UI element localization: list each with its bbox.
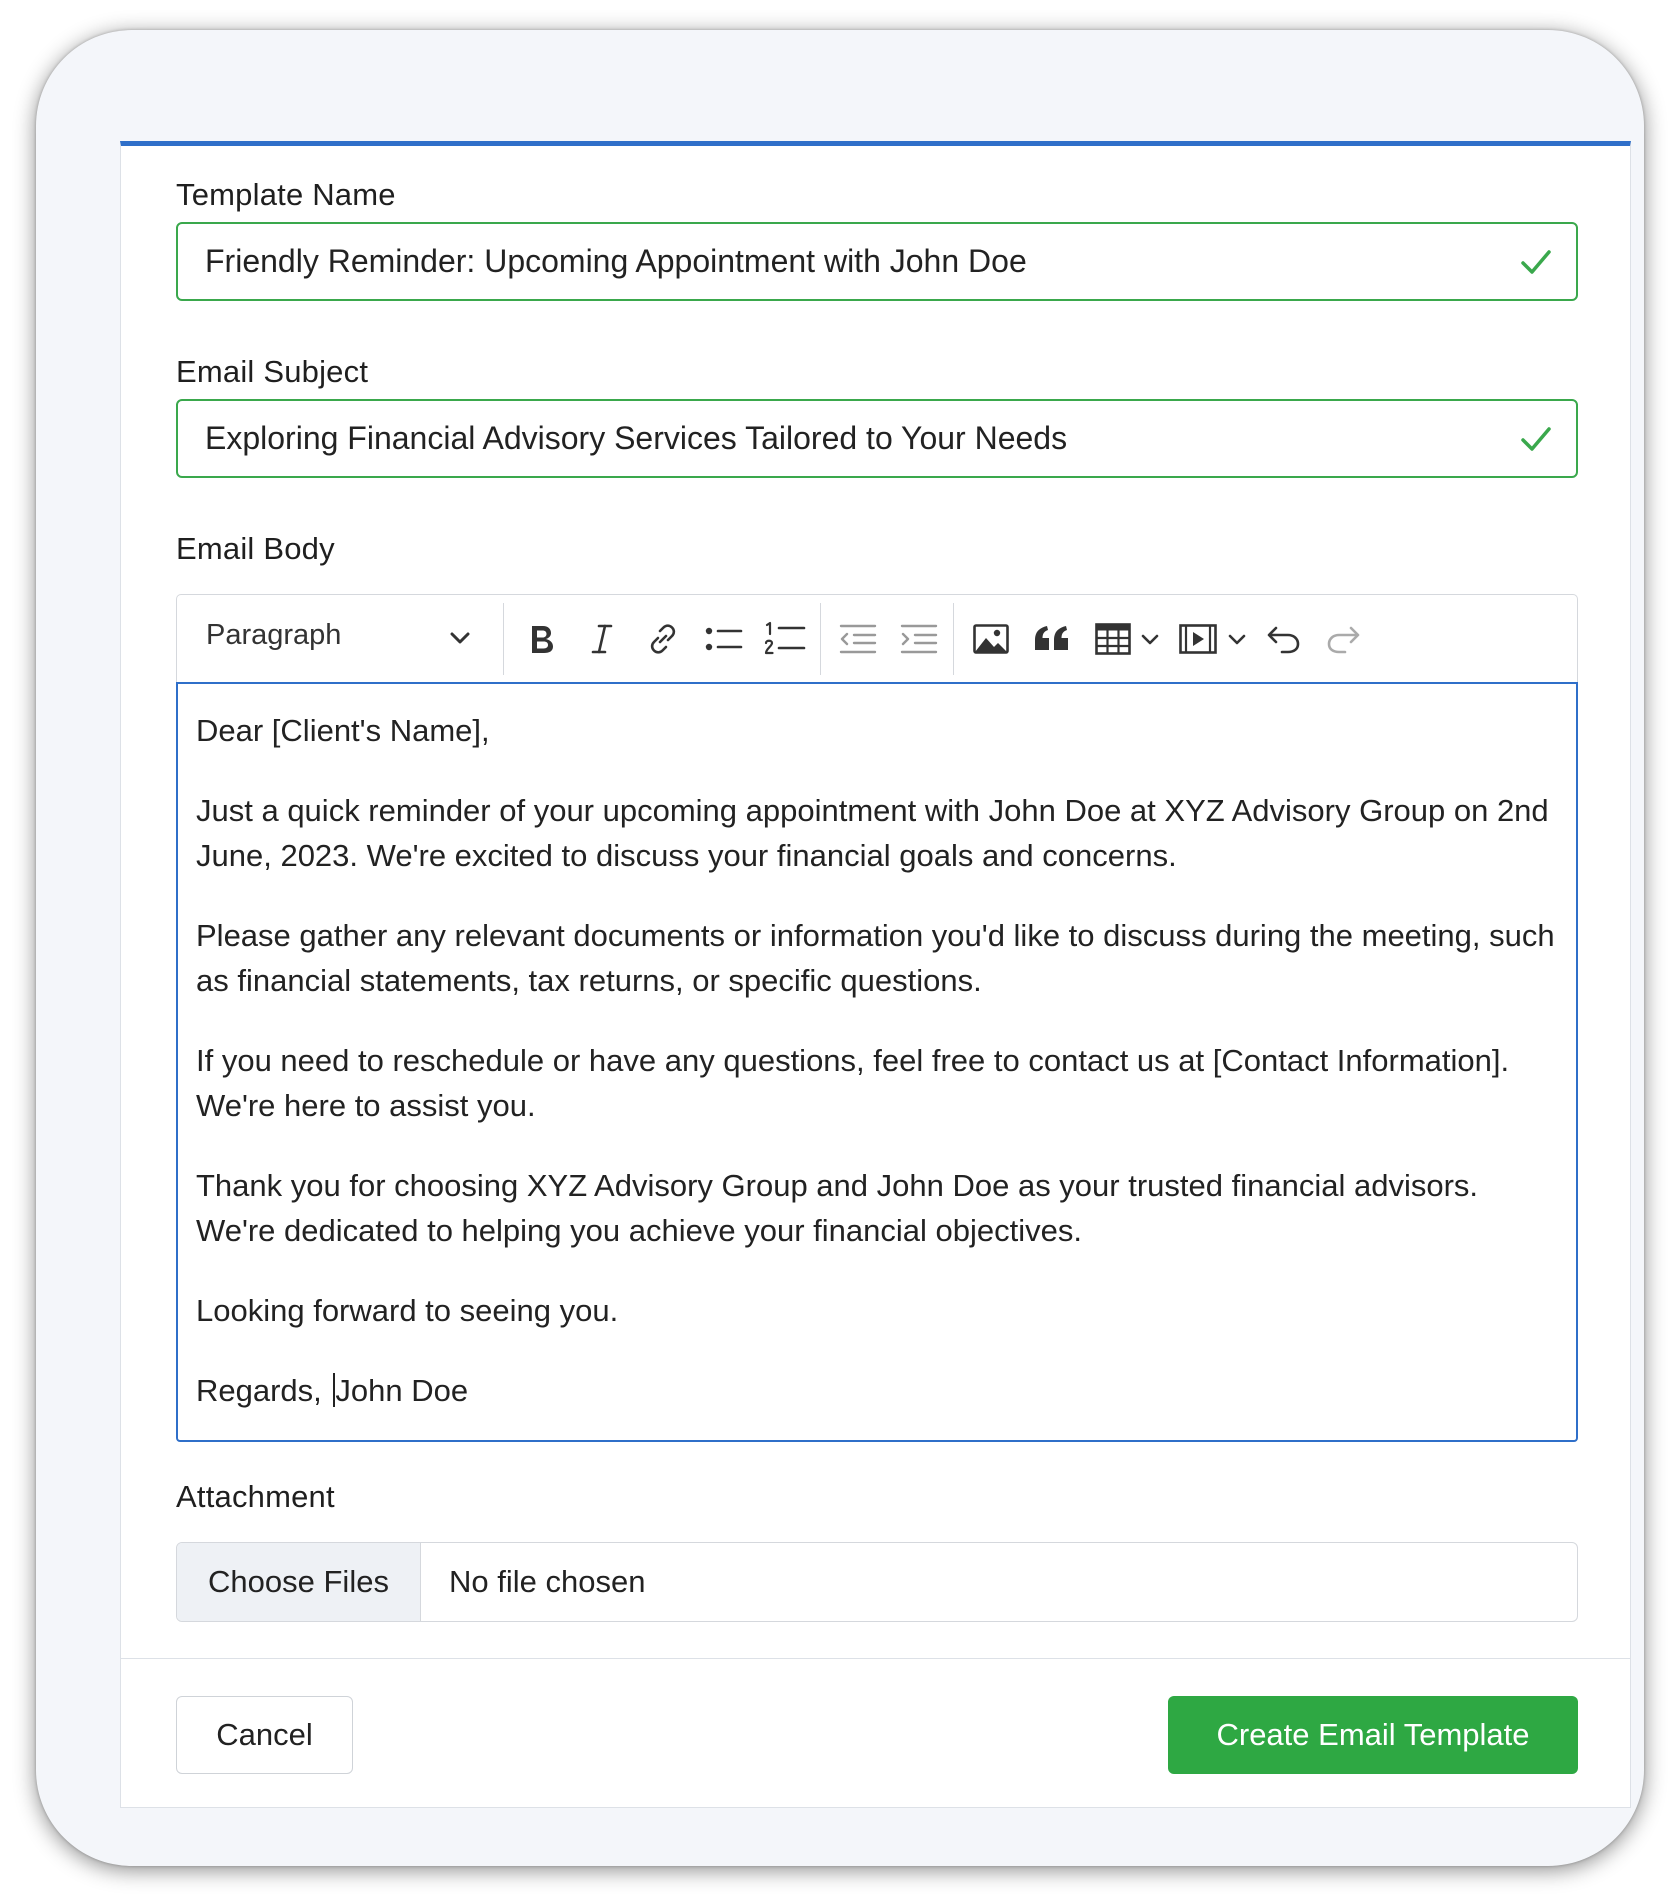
template-name-value[interactable]: Friendly Reminder: Upcoming Appointment with John Doe bbox=[205, 243, 1027, 279]
chevron-down-icon bbox=[1226, 628, 1248, 650]
footer-divider bbox=[121, 1658, 1630, 1659]
check-icon bbox=[1520, 425, 1552, 453]
email-body-label: Email Body bbox=[176, 531, 335, 566]
file-status-text: No file chosen bbox=[449, 1564, 646, 1599]
create-email-template-button[interactable]: Create Email Template bbox=[1168, 1696, 1578, 1774]
editor-toolbar bbox=[176, 594, 1578, 682]
block-quote-button[interactable] bbox=[1026, 613, 1078, 665]
body-paragraph: If you need to reschedule or have any questions, feel free to contact us at [Contact Information]. We're here to assist you. bbox=[196, 1043, 1510, 1123]
cancel-button[interactable]: Cancel bbox=[176, 1696, 353, 1774]
body-paragraph: Looking forward to seeing you. bbox=[196, 1293, 619, 1328]
indent-button[interactable] bbox=[893, 613, 945, 665]
bulleted-list-button[interactable] bbox=[698, 613, 750, 665]
media-dropdown-toggle[interactable] bbox=[1222, 613, 1252, 665]
email-body-content[interactable] bbox=[176, 682, 1578, 1442]
attachment-label: Attachment bbox=[176, 1479, 335, 1514]
template-name-field[interactable] bbox=[176, 222, 1578, 301]
italic-button[interactable] bbox=[576, 613, 628, 665]
indent-icon bbox=[899, 622, 939, 656]
email-template-form bbox=[120, 141, 1631, 1808]
body-closing bbox=[196, 1368, 1558, 1413]
media-icon bbox=[1178, 622, 1218, 656]
link-icon bbox=[645, 621, 681, 657]
email-subject-value[interactable]: Exploring Financial Advisory Services Tailored to Your Needs bbox=[205, 420, 1068, 456]
toolbar-divider bbox=[820, 603, 821, 675]
table-dropdown-toggle[interactable] bbox=[1135, 613, 1165, 665]
body-paragraph: Just a quick reminder of your upcoming appointment with John Doe at XYZ Advisory Group on 2nd June, 2023. We're excited to discuss your financial goals and concerns. bbox=[196, 793, 1549, 873]
chevron-down-icon bbox=[447, 625, 473, 651]
bold-button[interactable] bbox=[515, 613, 567, 665]
toolbar-divider bbox=[503, 603, 504, 675]
undo-icon bbox=[1264, 623, 1302, 655]
numbered-list-button[interactable] bbox=[759, 613, 811, 665]
insert-image-button[interactable] bbox=[965, 613, 1017, 665]
numbered-list-icon bbox=[764, 620, 806, 658]
redo-icon bbox=[1325, 623, 1363, 655]
body-paragraph: Thank you for choosing XYZ Advisory Group and John Doe as your trusted financial advisors. We're dedicated to helping you achieve your financial objectives. bbox=[196, 1168, 1479, 1248]
insert-table-button[interactable] bbox=[1087, 613, 1139, 665]
quote-icon bbox=[1033, 624, 1071, 654]
insert-media-button[interactable] bbox=[1172, 613, 1224, 665]
email-subject-label: Email Subject bbox=[176, 354, 369, 389]
outdent-icon bbox=[838, 622, 878, 656]
choose-files-button[interactable]: Choose Files bbox=[177, 1543, 421, 1621]
bulleted-list-icon bbox=[704, 622, 744, 656]
table-icon bbox=[1094, 622, 1132, 656]
undo-button[interactable] bbox=[1257, 613, 1309, 665]
body-paragraph: Dear [Client's Name], bbox=[196, 713, 490, 748]
chevron-down-icon bbox=[1139, 628, 1161, 650]
outdent-button[interactable] bbox=[832, 613, 884, 665]
email-subject-field[interactable] bbox=[176, 399, 1578, 478]
closing-prefix: Regards, bbox=[196, 1373, 322, 1408]
check-icon bbox=[1520, 248, 1552, 276]
template-name-label: Template Name bbox=[176, 177, 396, 212]
body-paragraph: Please gather any relevant documents or information you'd like to discuss during the meeting, such as financial statements, tax returns, or specific questions. bbox=[196, 918, 1555, 998]
image-icon bbox=[972, 622, 1010, 656]
file-input[interactable] bbox=[176, 1542, 1578, 1622]
rich-text-editor bbox=[176, 594, 1578, 1442]
link-button[interactable] bbox=[637, 613, 689, 665]
redo-button[interactable] bbox=[1318, 613, 1370, 665]
toolbar-divider bbox=[953, 603, 954, 675]
window-frame bbox=[36, 30, 1644, 1866]
block-format-value: Paragraph bbox=[206, 619, 342, 651]
bold-icon bbox=[524, 622, 558, 656]
italic-icon bbox=[585, 622, 619, 656]
block-format-dropdown[interactable] bbox=[177, 595, 497, 683]
closing-name: John Doe bbox=[335, 1373, 469, 1408]
